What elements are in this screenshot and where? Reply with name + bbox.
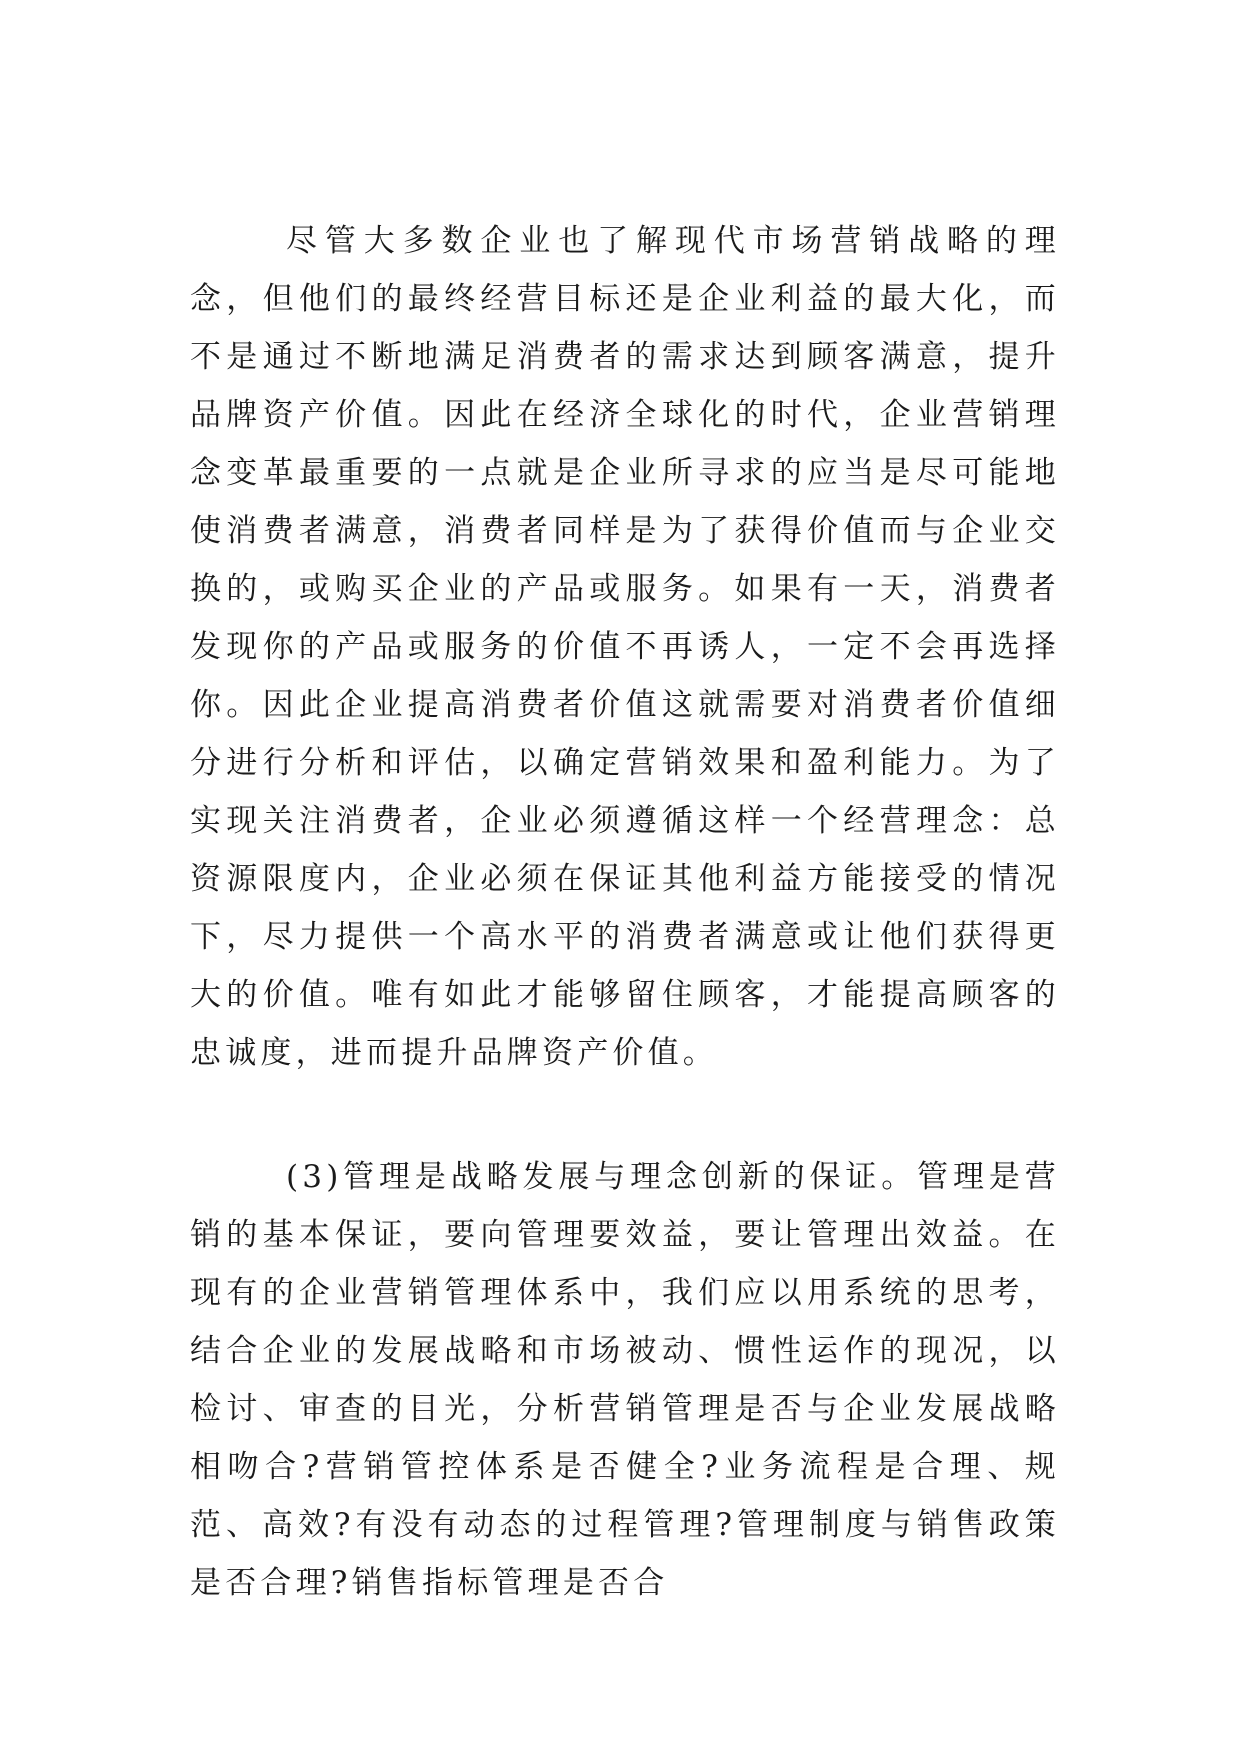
body-paragraph: 尽管大多数企业也了解现代市场营销战略的理念，但他们的最终经营目标还是企业利益的最大化，而不是通过不断地满足消费者的需求达到顾客满意，提升品牌资产价值。因此在经济全球化的时代，企业营销理念变革最重要的一点就是企业所寻求的应当是尽可能地使消费者满意，消费者同样是为了获得价值而与企业交换的，或购买企业的产品或服务。如果有一天，消费者发现你的产品或服务的价值不再诱人，一定不会再选择你。因此企业提高消费者价值这就需要对消费者价值细分进行分析和评估，以确定营销效果和盈利能力。为了实现关注消费者，企业必须遵循这样一个经营理念：总资源限度内，企业必须在保证其他利益方能接受的情况下，尽力提供一个高水平的消费者满意或让他们获得更大的价值。唯有如此才能够留住顾客，才能提高顾客的忠诚度，进而提升品牌资产价值。	[190, 223, 1060, 1071]
body-paragraph: (3)管理是战略发展与理念创新的保证。管理是营销的基本保证，要向管理要效益，要让管理出效益。在现有的企业营销管理体系中，我们应以用系统的思考，结合企业的发展战略和市场被动、惯性运作的现况，以检讨、审查的目光，分析营销管理是否与企业发展战略相吻合?营销管控体系是否健全?业务流程是合理、规范、高效?有没有动态的过程管理?管理制度与销售政策是否合理?销售指标管理是否合	[190, 1159, 1060, 1601]
